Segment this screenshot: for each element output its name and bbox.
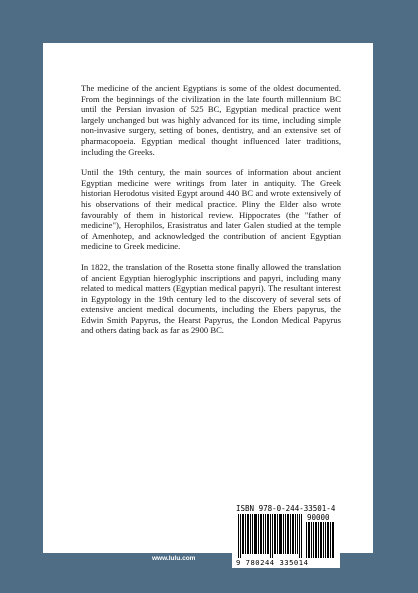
paragraph-1: The medicine of the ancient Egyptians is some of the oldest documented. From the beginnings of the civilization in the late fourth millennium BC until the Persian invasion of 525 BC, Egyptian medical practice went largely unchanged but was highly advanced for its time, including simple non-invasive surgery, setting of bones, dentistry, and an extensive set of pharmacopoeia. Egyptian medical thought influenced later traditions, including the Greeks.	[81, 83, 341, 157]
back-cover-text	[81, 83, 341, 346]
paragraph-2: Until the 19th century, the main sources of information about ancient Egyptian medicine were writings from later in antiquity. The Greek historian Herodotus visited Egypt around 440 BC and wrote extensively of his observations of their medical practice. Pliny the Elder also wrote favourably of them in historical review. Hippocrates (the "father of medicine"), Herophilos, Erasistratus and later Galen studied at the temple of Amenhotep, and acknowledged the contribution of ancient Egyptian medicine to Greek medicine.	[81, 167, 341, 252]
site-label: www.lulu.com	[152, 555, 196, 562]
isbn-label: ISBN 978-0-244-33501-4	[236, 504, 336, 513]
id-label: ID: 21499310	[152, 546, 192, 553]
publisher-meta	[152, 545, 195, 563]
isbn-barcode-block	[232, 500, 340, 568]
addon-number: 90000	[307, 513, 330, 522]
text-panel	[43, 43, 373, 553]
barcode-digits: 9 780244 335014	[236, 558, 309, 567]
paragraph-3: In 1822, the translation of the Rosetta stone finally allowed the translation of ancient Egyptian hieroglyphic inscriptions and papyri, including many related to medical matters (Egyptian medical papyri). The resultant interest in Egyptology in the 19th century led to the discovery of several sets of extensive ancient medical documents, including the Ebers papyrus, the Edwin Smith Papyrus, the Hearst Papyrus, the London Medical Papyrus and others dating back as far as 2900 BC.	[81, 261, 341, 336]
